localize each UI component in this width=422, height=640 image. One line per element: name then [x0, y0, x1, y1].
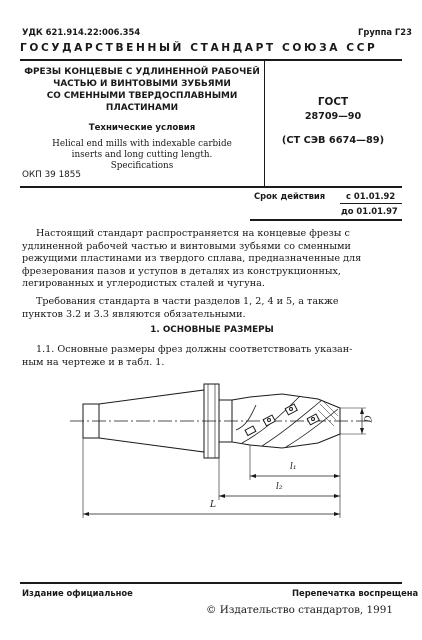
doc-title-line-1: ФРЕЗЫ КОНЦЕВЫЕ С УДЛИНЕННОЙ РАБОЧЕЙ	[24, 67, 260, 77]
dimension-L-label: L	[210, 500, 216, 510]
cev-reference: (СТ СЭВ 6674—89)	[281, 135, 385, 146]
dimension-l2-label: l₂	[276, 482, 283, 492]
english-title-line-3: Specifications	[110, 161, 174, 171]
english-title-line-1: Helical end mills with indexable carbide	[52, 139, 232, 149]
insert-2	[285, 404, 297, 415]
insert-4	[245, 426, 256, 436]
intro-line: режущими пластинами из твердого сплава, предназначенные для	[22, 253, 362, 265]
validity-to: до 01.01.97	[341, 206, 398, 216]
clause-line: ным на чертеже и в табл. 1.	[22, 356, 165, 368]
clause-line: 1.1. Основные размеры фрез должны соответствовать указан-	[36, 344, 353, 355]
doc-title-line-3: СО СМЕННЫМИ ТВЕРДОСПЛАВНЫМИ	[46, 91, 238, 101]
insert-1	[263, 415, 275, 426]
standard-banner: ГОСУДАРСТВЕННЫЙ СТАНДАРТ СОЮЗА ССР	[20, 42, 378, 54]
requirements-line: Требования стандарта в части разделов 1, 2, 4 и 5, а также	[36, 296, 339, 307]
okp-code: ОКП 39 1855	[22, 170, 81, 180]
footer-rule	[20, 582, 402, 584]
group-code: Группа Г23	[358, 27, 412, 37]
intro-line: легированных и углеродистых сталей и чугуна.	[22, 278, 265, 290]
english-title-line-2: inserts and long cutting length.	[71, 150, 213, 160]
dimension-d-label: D	[364, 415, 375, 423]
requirements-line: пунктов 3.2 и 3.3 являются обязательными.	[22, 308, 246, 320]
insert-3	[307, 414, 319, 425]
intro-line: удлиненной рабочей частью и винтовыми зубьями со сменными	[22, 240, 351, 252]
gost-label: ГОСТ	[317, 96, 349, 108]
validity-from: с 01.01.92	[346, 191, 396, 201]
validity-label: Срок действия	[254, 191, 326, 201]
official-edition-label: Издание официальное	[22, 588, 133, 598]
reprint-prohibited-label: Перепечатка воспрещена	[292, 588, 419, 598]
doc-subtitle: Технические условия	[88, 123, 196, 133]
udk-code: УДК 621.914.22:006.354	[22, 27, 141, 37]
doc-title-line-2: ЧАСТЬЮ И ВИНТОВЫМИ ЗУБЬЯМИ	[53, 79, 231, 89]
intro-line: Настоящий стандарт распространяется на концевые фрезы с	[36, 228, 350, 239]
dimension-l1-label: l₁	[290, 462, 297, 472]
section-heading: 1. ОСНОВНЫЕ РАЗМЕРЫ	[150, 325, 274, 335]
doc-title-line-4: ПЛАСТИНАМИ	[105, 103, 179, 113]
copyright-line: © Издательство стандартов, 1991	[206, 604, 393, 616]
intro-line: фрезерования пазов и уступов в деталях из конструкционных,	[22, 265, 341, 277]
gost-number: 28709—90	[304, 111, 362, 122]
